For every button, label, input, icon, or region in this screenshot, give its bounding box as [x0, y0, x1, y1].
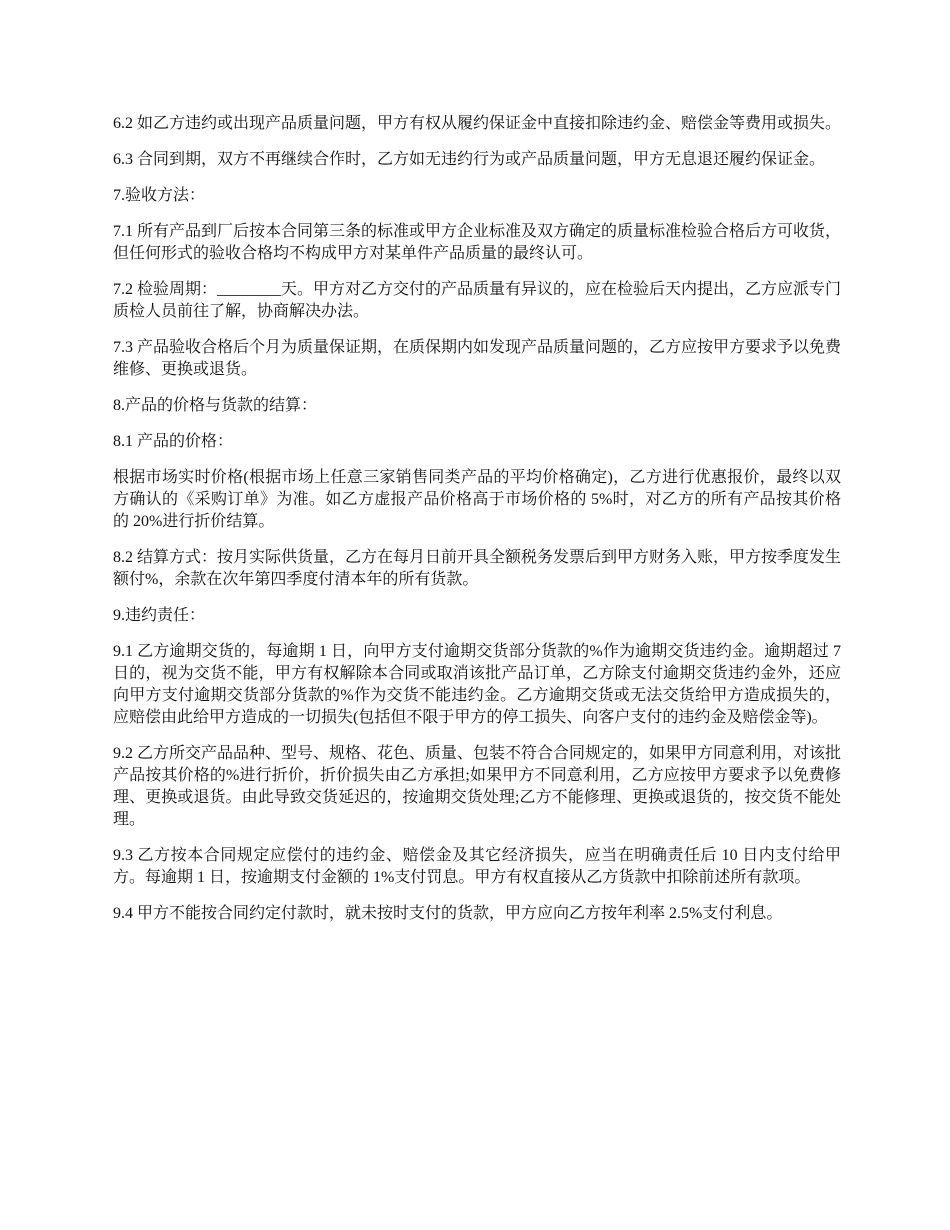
paragraph-7-1: 7.1 所有产品到厂后按本合同第三条的标准或甲方企业标准及双方确定的质量标准检验合格后方可收货，但任何形式的验收合格均不构成甲方对某单件产品质量的最终认可。	[113, 223, 842, 262]
heading-7-acceptance: 7.验收方法：	[113, 187, 206, 204]
paragraph-9-3: 9.3 乙方按本合同规定应偿付的违约金、赔偿金及其它经济损失，应当在明确责任后 10 日内支付给甲方。每逾期 1 日，按逾期支付金额的 1%支付罚息。甲方有权直接从乙方货款中扣除前述所有款项。	[113, 847, 841, 886]
paragraph-9-2: 9.2 乙方所交产品品种、型号、规格、花色、质量、包装不符合合同规定的，如果甲方同意利用，对该批产品按其价格的%进行折价，折价损失由乙方承担;如果甲方不同意利用，乙方应按甲方要求予以免费修理、更换或退货。由此导致交货延迟的，按逾期交货处理;乙方不能修理、更换或退货的，按交货不能处理。	[113, 745, 842, 828]
paragraph-9-4: 9.4 甲方不能按合同约定付款时，就未按时支付的货款，甲方应向乙方按年利率 2.5%支付利息。	[113, 905, 783, 922]
document-page	[113, 113, 841, 939]
paragraph-8-1: 8.1 产品的价格：	[113, 433, 234, 450]
paragraph-6-2: 6.2 如乙方违约或出现产品质量问题，甲方有权从履约保证金中直接扣除违约金、赔偿金等费用或损失。	[113, 115, 842, 132]
heading-9-liability: 9.违约责任：	[113, 607, 206, 624]
paragraph-8-2: 8.2 结算方式：按月实际供货量，乙方在每月日前开具全额税务发票后到甲方财务入账，甲方按季度发生额付%，余款在次年第四季度付清本年的所有货款。	[113, 549, 842, 588]
paragraph-6-3: 6.3 合同到期，双方不再继续合作时，乙方如无违约行为或产品质量问题，甲方无息退还履约保证金。	[113, 151, 826, 168]
heading-8-price-settlement: 8.产品的价格与货款的结算：	[113, 397, 318, 414]
paragraph-7-2: 7.2 检验周期：________天。甲方对乙方交付的产品质量有异议的，应在检验后天内提出，乙方应派专门质检人员前往了解，协商解决办法。	[113, 281, 842, 320]
paragraph-9-1: 9.1 乙方逾期交货的，每逾期 1 日，向甲方支付逾期交货部分货款的%作为逾期交货违约金。逾期超过 7 日的，视为交货不能，甲方有权解除本合同或取消该批产品订单，乙方除支付逾期交货违约金外，还应向甲方支付逾期交货部分货款的%作为交货不能违约金。乙方逾期交货或无法交货给甲方造成损失的，应赔偿由此给甲方造成的一切损失(包括但不限于甲方的停工损失、向客户支付的违约金及赔偿金等)。	[113, 643, 841, 726]
paragraph-8-1-body: 根据市场实时价格(根据市场上任意三家销售同类产品的平均价格确定)，乙方进行优惠报价，最终以双方确认的《采购订单》为准。如乙方虚报产品价格高于市场价格的 5%时，对乙方的所有产品按其价格的 20%进行折价结算。	[113, 469, 841, 530]
paragraph-7-3: 7.3 产品验收合格后个月为质量保证期，在质保期内如发现产品质量问题的，乙方应按甲方要求予以免费维修、更换或退货。	[113, 339, 842, 378]
